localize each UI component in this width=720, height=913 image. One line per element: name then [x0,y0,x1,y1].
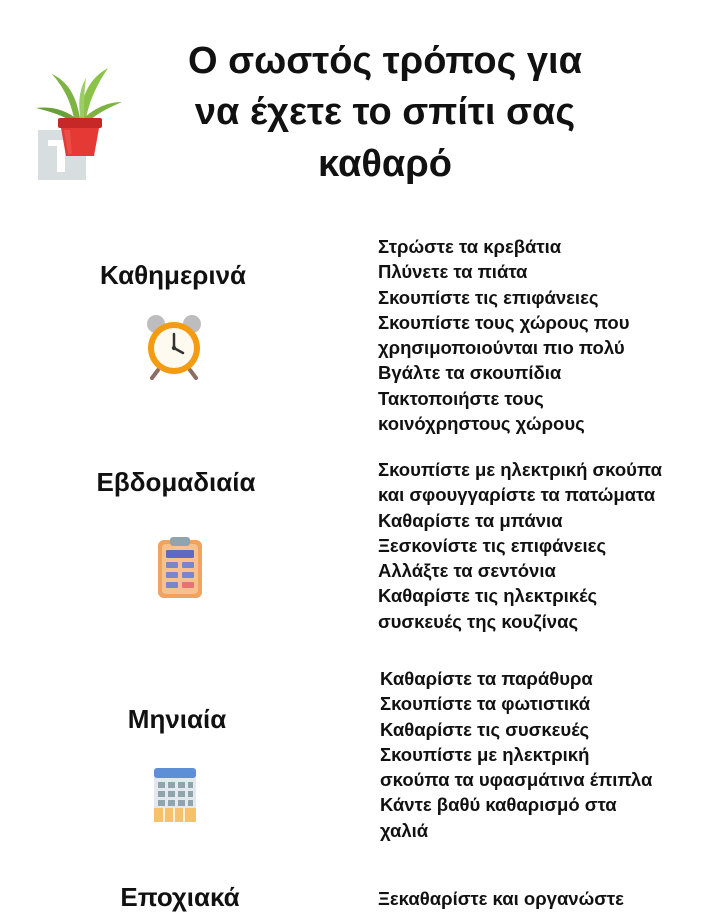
list-item: συσκευές της κουζίνας [378,610,579,632]
alarm-clock-icon [144,312,204,380]
title-line: καθαρό [318,142,452,185]
section-label-daily: Καθημερινά [99,260,247,290]
section-label-weekly: Εβδομαδιαία [96,467,256,497]
task-list-seasonal [378,886,708,911]
list-item: Ξεκαθαρίστε και οργανώστε [378,888,624,909]
potted-plant-logo [30,60,130,185]
list-item: χαλιά [380,819,429,841]
list-item: και σφουγγαρίστε τα πατώματα [378,484,656,506]
list-item: Σκουπίστε τους χώρους που [378,311,630,333]
list-item: κοινόχρηστους χώρους [378,413,585,435]
title-line: Ο σωστός τρόπος για [188,40,582,82]
list-item: Καθαρίστε τα μπάνια [378,509,563,531]
title-line: να έχετε το σπίτι σας [194,91,576,134]
list-item: Σκουπίστε τα φωτιστικά [380,693,591,715]
list-item: Ξεσκονίστε τις επιφάνειες [378,534,607,556]
list-item: Καθαρίστε τα παράθυρα [380,668,593,689]
list-item: Σκουπίστε τις επιφάνειες [378,286,599,308]
list-item: Σκουπίστε με ηλεκτρική [380,743,590,765]
list-item: Βγάλτε τα σκουπίδια [378,362,562,384]
list-item: Καθαρίστε τις ηλεκτρικές [378,585,598,607]
task-list-monthly [380,666,710,843]
page-title [150,36,620,190]
list-item: Σκουπίστε με ηλεκτρική σκούπα [378,459,662,480]
section-label-seasonal: Εποχιακά [120,882,240,912]
calendar-icon [150,764,200,824]
list-item: Κάντε βαθύ καθαρισμό στα [380,794,617,816]
list-item: Στρώστε τα κρεβάτια [378,236,562,257]
task-list-weekly [378,457,708,634]
list-item: σκούπα τα υφασμάτινα έπιπλα [380,769,653,791]
list-item: χρησιμοποιούνται πιο πολύ [378,337,625,359]
list-item: Τακτοποιήστε τους [378,387,544,409]
calculator-icon [156,536,204,600]
list-item: Πλύνετε τα πιάτα [378,261,528,283]
section-label-monthly: Μηνιαία [127,704,227,734]
list-item: Αλλάξτε τα σεντόνια [378,560,556,582]
task-list-daily [378,234,708,436]
list-item: Καθαρίστε τις συσκευές [380,718,590,740]
